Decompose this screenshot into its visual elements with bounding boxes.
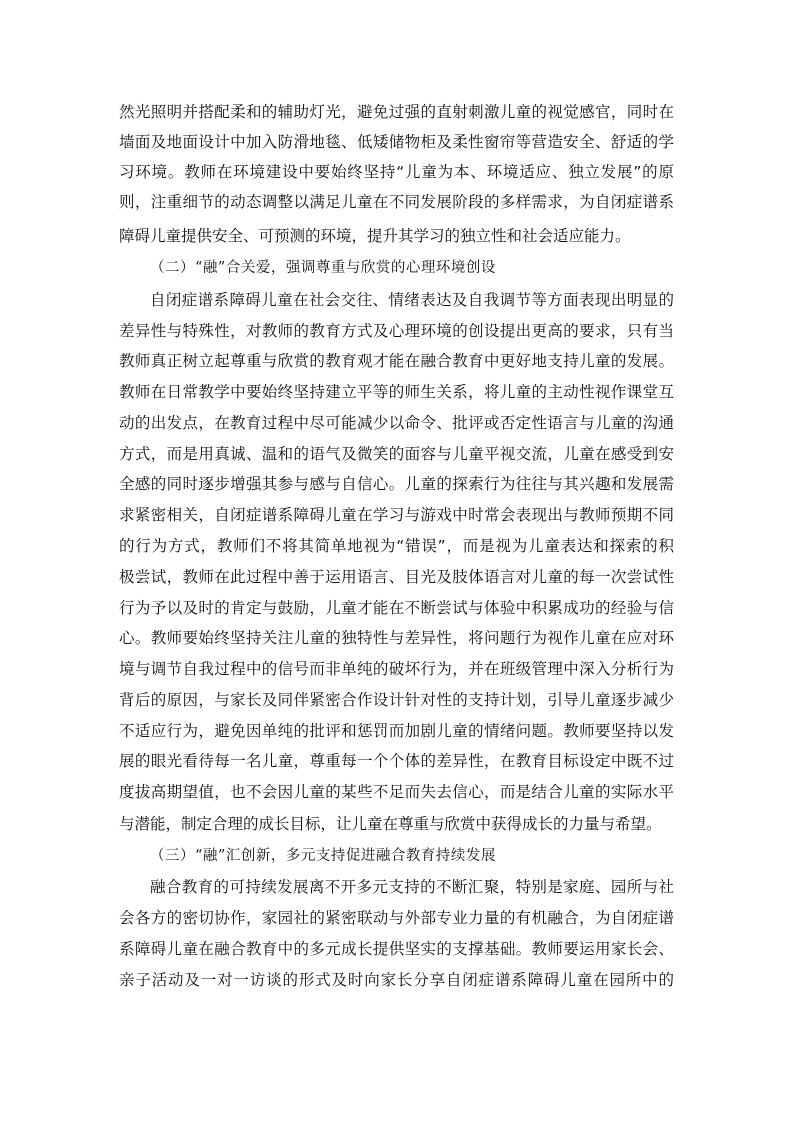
paragraph-line: 障碍儿童提供安全、可预测的环境，提升其学习的独立性和社会适应能力。 <box>119 227 631 245</box>
section-heading-3: （三）“融”汇创新，多元支持促进融合教育持续发展 <box>150 848 496 864</box>
paragraph-line: 融合教育的可持续发展离不开多元支持的不断汇聚，特别是家庭、园所与社 <box>150 878 674 896</box>
paragraph-line: 亲子活动及一对一访谈的形式及时向家长分享自闭症谱系障碍儿童在园所中的 <box>119 971 674 989</box>
paragraph-line: 心。教师要始终坚持关注儿童的独特性与差异性，将问题行为视作儿童在应对环 <box>119 629 674 647</box>
paragraph-line: 不适应行为，避免因单纯的批评和惩罚而加剧儿童的情绪问题。教师要坚持以发 <box>119 722 674 740</box>
paragraph-line: 背后的原因，与家长及同伴紧密合作设计针对性的支持计划，引导儿童逐步减少 <box>119 691 674 709</box>
paragraph-line: 教师真正树立起尊重与欣赏的教育观才能在融合教育中更好地支持儿童的发展。 <box>119 352 674 370</box>
paragraph-line: 极尝试，教师在此过程中善于运用语言、目光及肢体语言对儿童的每一次尝试性 <box>119 568 674 586</box>
paragraph-line: 全感的同时逐步增强其参与感与自信心。儿童的探索行为往往与其兴趣和发展需 <box>119 475 674 493</box>
paragraph-line: 差异性与特殊性，对教师的教育方式及心理环境的创设提出更高的要求，只有当 <box>119 322 674 340</box>
section-heading-2: （二）“融”合关爱，强调尊重与欣赏的心理环境创设 <box>150 260 496 276</box>
paragraph-line: 墙面及地面设计中加入防滑地毯、低矮储物柜及柔性窗帘等营造安全、舒适的学 <box>119 133 674 151</box>
paragraph-line: 然光照明并搭配柔和的辅助灯光，避免过强的直射刺激儿童的视觉感官，同时在 <box>119 103 674 121</box>
paragraph-line: 求紧密相关，自闭症谱系障碍儿童在学习与游戏中时常会表现出与教师预期不同 <box>119 506 674 524</box>
paragraph-line: 自闭症谱系障碍儿童在社会交往、情绪表达及自我调节等方面表现出明显的 <box>150 291 674 309</box>
paragraph-line: 习环境。教师在环境建设中要始终坚持“儿童为本、环境适应、独立发展”的原 <box>119 163 674 181</box>
paragraph-line: 教师在日常教学中要始终坚持建立平等的师生关系，将儿童的主动性视作课堂互 <box>119 383 674 401</box>
paragraph-line: 的行为方式，教师们不将其简单地视为“错误”，而是视为儿童表达和探索的积 <box>119 537 674 555</box>
paragraph-line: 境与调节自我过程中的信号而非单纯的破坏行为，并在班级管理中深入分析行为 <box>119 660 674 678</box>
paragraph-line: 则，注重细节的动态调整以满足儿童在不同发展阶段的多样需求，为自闭症谱系 <box>119 193 674 211</box>
paragraph-line: 系障碍儿童在融合教育中的多元成长提供坚实的支撑基础。教师要运用家长会、 <box>119 940 674 958</box>
paragraph-line: 会各方的密切协作，家园社的紧密联动与外部专业力量的有机融合，为自闭症谱 <box>119 909 674 927</box>
paragraph-line: 行为予以及时的肯定与鼓励，儿童才能在不断尝试与体验中积累成功的经验与信 <box>119 599 674 617</box>
paragraph-line: 展的眼光看待每一名儿童，尊重每一个个体的差异性，在教育目标设定中既不过 <box>119 752 674 770</box>
paragraph-line: 度拔高期望值，也不会因儿童的某些不足而失去信心，而是结合儿童的实际水平 <box>119 783 674 801</box>
paragraph-line: 动的出发点，在教育过程中尽可能减少以命令、批评或否定性语言与儿童的沟通 <box>119 414 674 432</box>
paragraph-line: 与潜能，制定合理的成长目标，让儿童在尊重与欣赏中获得成长的力量与希望。 <box>119 815 662 833</box>
paragraph-line: 方式，而是用真诚、温和的语气及微笑的面容与儿童平视交流，儿童在感受到安 <box>119 445 674 463</box>
